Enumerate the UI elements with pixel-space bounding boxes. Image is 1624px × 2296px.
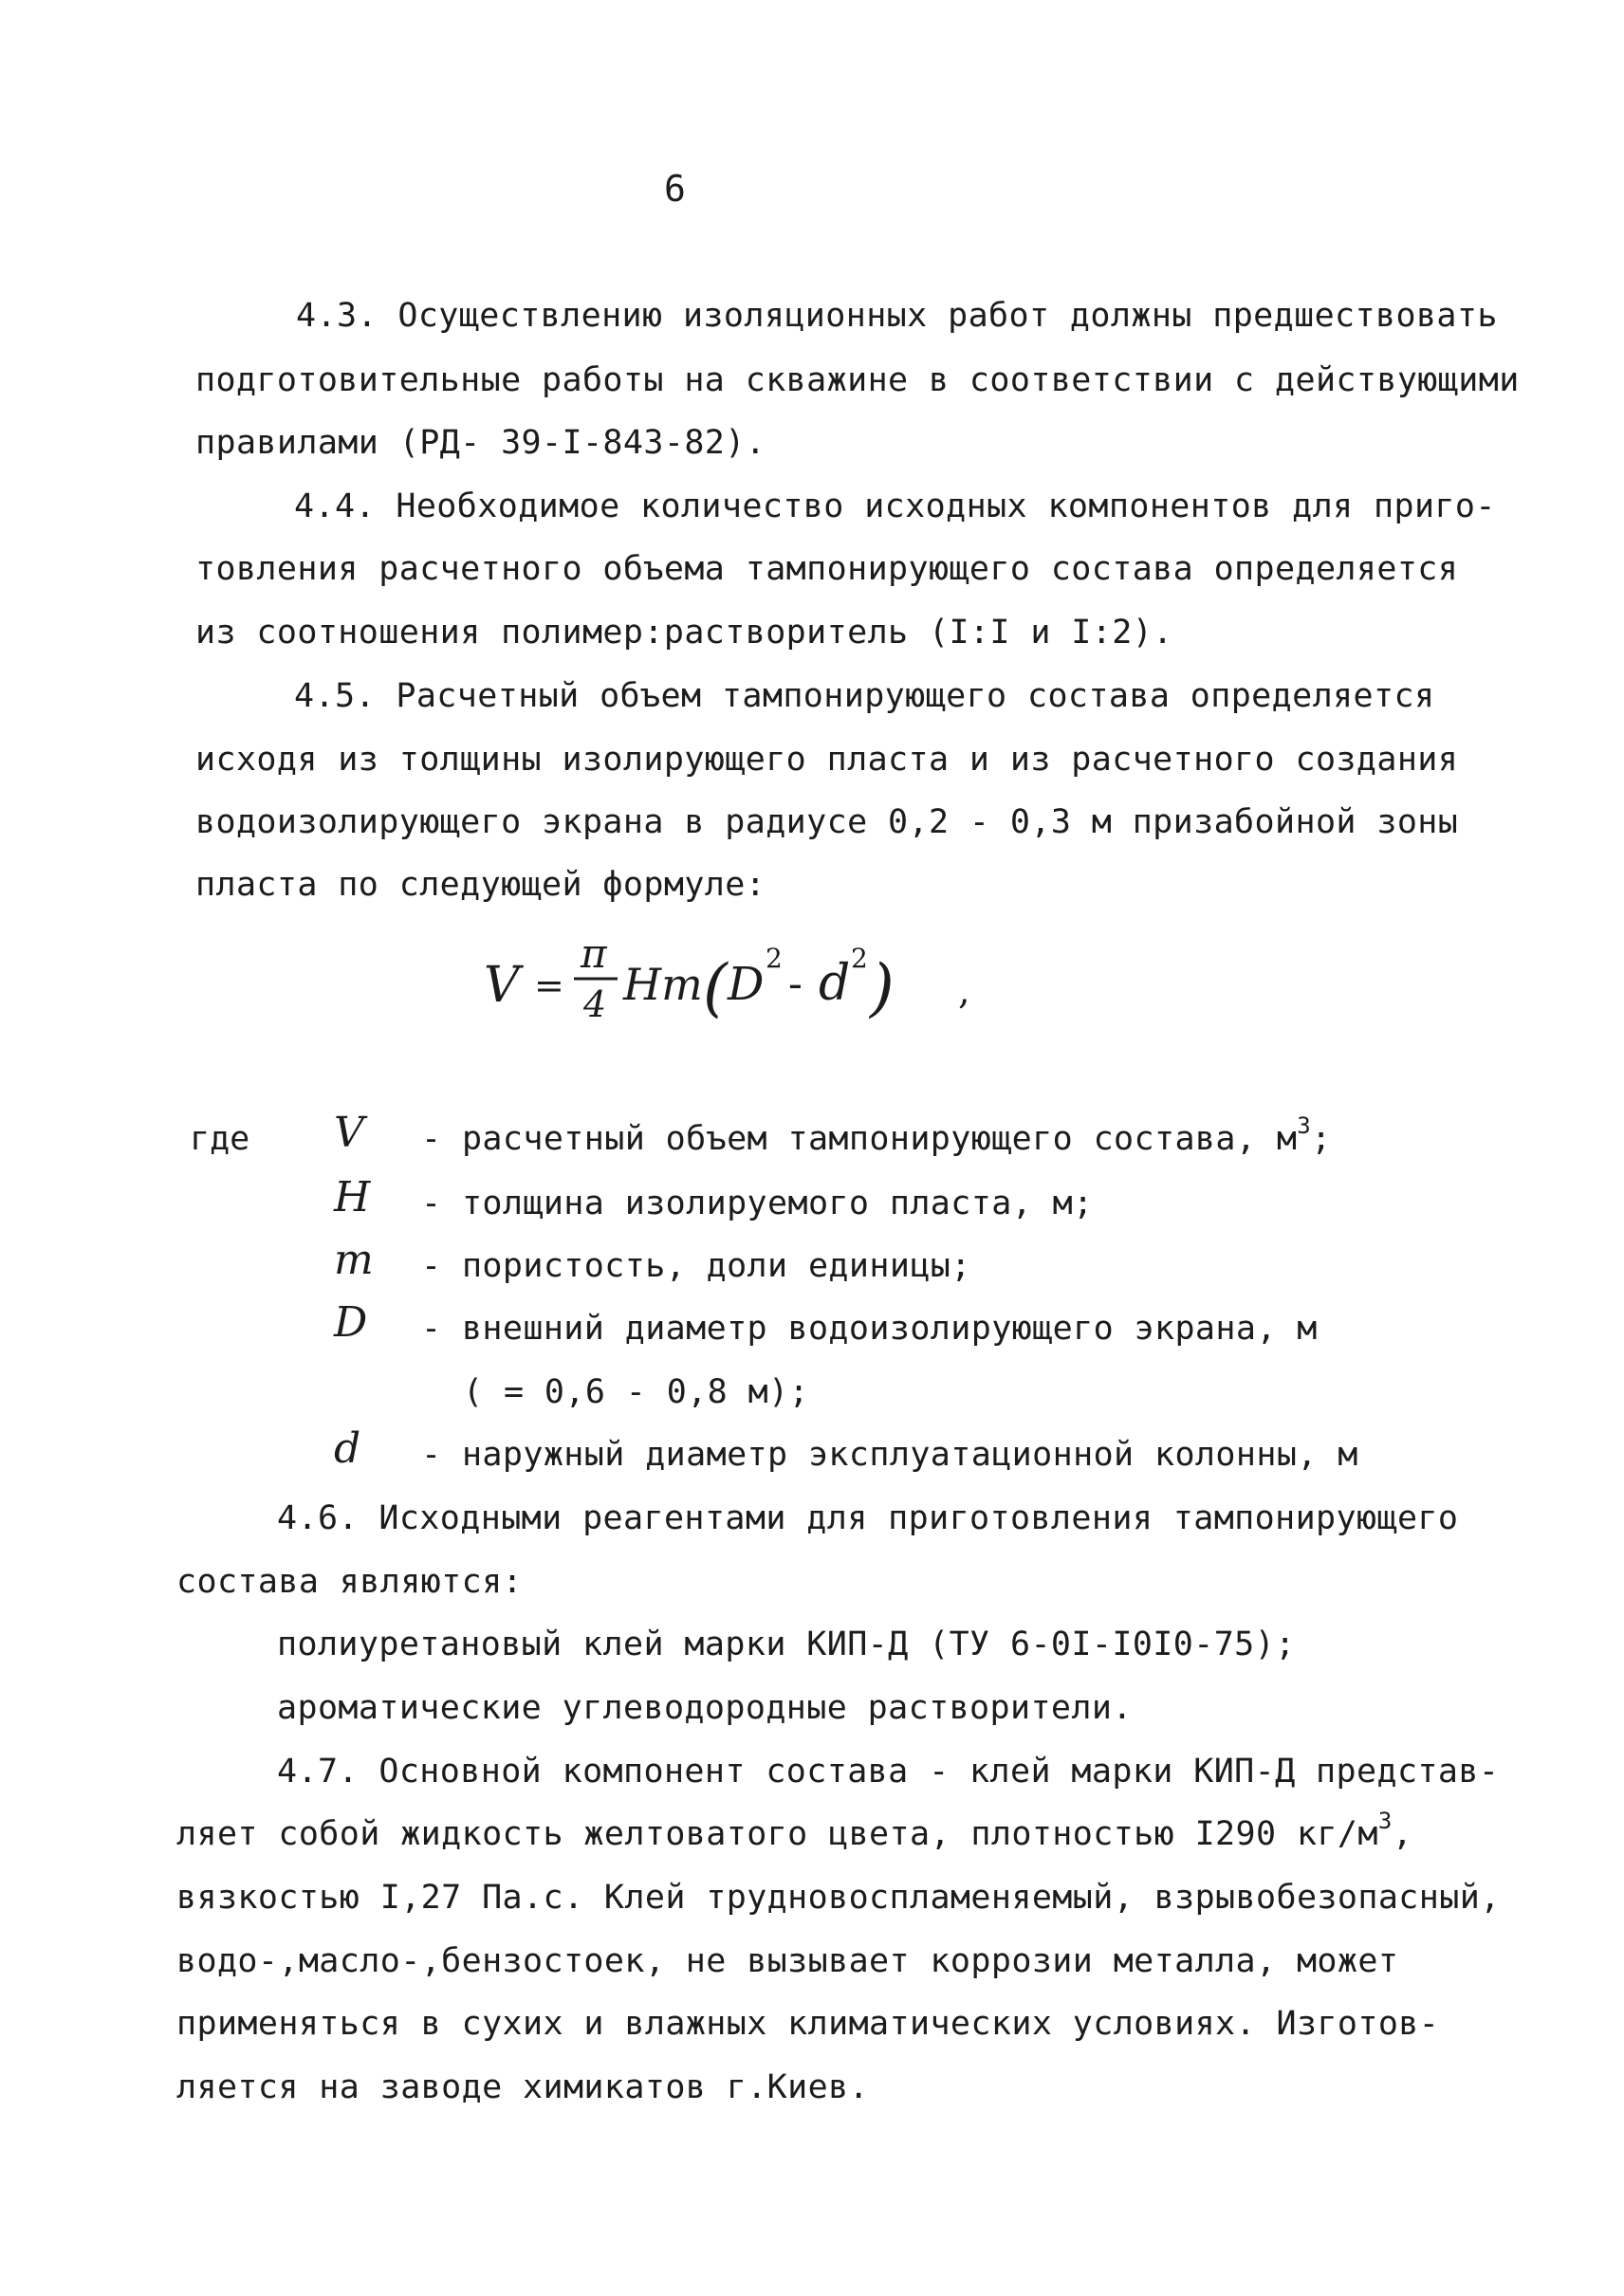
paragraph-4-5-line-2: исходя из толщины изолирующего пласта и из расчетного создания (195, 741, 1459, 779)
paragraph-4-5-line-1: 4.5. Расчетный объем тампонирующего состава определяется (294, 677, 1435, 715)
formula-comma: , (958, 969, 970, 1013)
paragraph-4-4-line-1: 4.4. Необходимое количество исходных компонентов для приго- (294, 487, 1496, 525)
definition-symbol-V: V (334, 1109, 364, 1157)
paragraph-4-4-line-3: из соотношения полимер:растворитель (I:I и I:2). (195, 614, 1173, 652)
paragraph-4-7-line-4: водо-,масло-,бензостоек, не вызывает коррозии металла, может (176, 1942, 1399, 1980)
page-number: 6 (664, 168, 686, 210)
paragraph-4-3-line-3: правилами (РД- 39-I-843-82). (195, 424, 766, 462)
formula-close-paren: ) (870, 951, 895, 1024)
list-item: ароматические углеводородные растворители. (277, 1689, 1133, 1727)
definition-D-text: - внешний диаметр водоизолирующего экрана, м (421, 1310, 1318, 1348)
definition-d-text: - наружный диаметр эксплуатационной колонны, м (421, 1436, 1358, 1474)
list-item: полиуретановый клей марки КИП-Д (ТУ 6-0I-I0I0-75); (277, 1626, 1296, 1663)
paragraph-4-7-line-1: 4.7. Основной компонент состава - клей марки КИП-Д представ- (277, 1753, 1500, 1791)
paragraph-4-7-line-6: ляется на заводе химикатов г.Киев. (176, 2068, 870, 2106)
paragraph-4-3-line-2: подготовительные работы на скважине в соответствии с действующими (195, 361, 1520, 399)
paragraph-4-6-line-2: состава являются: (176, 1563, 524, 1601)
definition-symbol-H: H (334, 1173, 371, 1221)
formula-equals: = (534, 964, 564, 1006)
formula-pi: π (581, 930, 607, 977)
definition-symbol-m: m (334, 1236, 374, 1284)
formula-open-paren: ( (703, 951, 728, 1024)
definition-V-text: - расчетный объем тампонирующего состава, $м^3$; (421, 1112, 1332, 1158)
formula-D: D (728, 958, 765, 1011)
definition-H-text: - толщина изолируемого пласта, м; (421, 1185, 1094, 1222)
paragraph-4-3-line-1: 4.3. Осуществлению изоляционных работ должны предшествовать (296, 297, 1498, 335)
definition-symbol-d: d (334, 1424, 361, 1473)
definition-symbol-D: D (334, 1298, 368, 1347)
formula-minus: - (788, 960, 803, 1008)
formula-d: d (819, 955, 851, 1012)
paragraph-4-5-line-4: пласта по следующей формуле: (195, 866, 766, 904)
volume-formula (479, 918, 1010, 1041)
paragraph-4-7-line-2: ляет собой жидкость желтоватого цвета, плотностью I290 $кг/м^3$, (176, 1808, 1413, 1853)
paragraph-4-7-line-5: применяться в сухих и влажных климатических условиях. Изготов- (176, 2005, 1440, 2043)
formula-four: 4 (583, 983, 607, 1025)
paragraph-4-7-line-3: вязкостью I,27 Па.с. Клей трудновоспламеняемый, взрывобезопасный, (176, 1879, 1501, 1917)
formula-hm: Hm (623, 959, 703, 1010)
formula-D-square: 2 (766, 943, 783, 974)
formula-d-square: 2 (851, 943, 868, 974)
formula-lhs: V (484, 957, 520, 1014)
paragraph-4-6-line-1: 4.6. Исходными реагентами для приготовления тампонирующего (277, 1499, 1459, 1537)
definition-m-text: - пористость, доли единицы; (421, 1247, 971, 1285)
where-label: где (190, 1120, 250, 1158)
paragraph-4-4-line-2: товления расчетного объема тампонирующего состава определяется (195, 550, 1459, 588)
paragraph-4-5-line-3: водоизолирующего экрана в радиусе 0,2 - 0,3 м призабойной зоны (195, 803, 1459, 841)
definition-D-range: ( = 0,6 - 0,8 м); (463, 1373, 810, 1411)
